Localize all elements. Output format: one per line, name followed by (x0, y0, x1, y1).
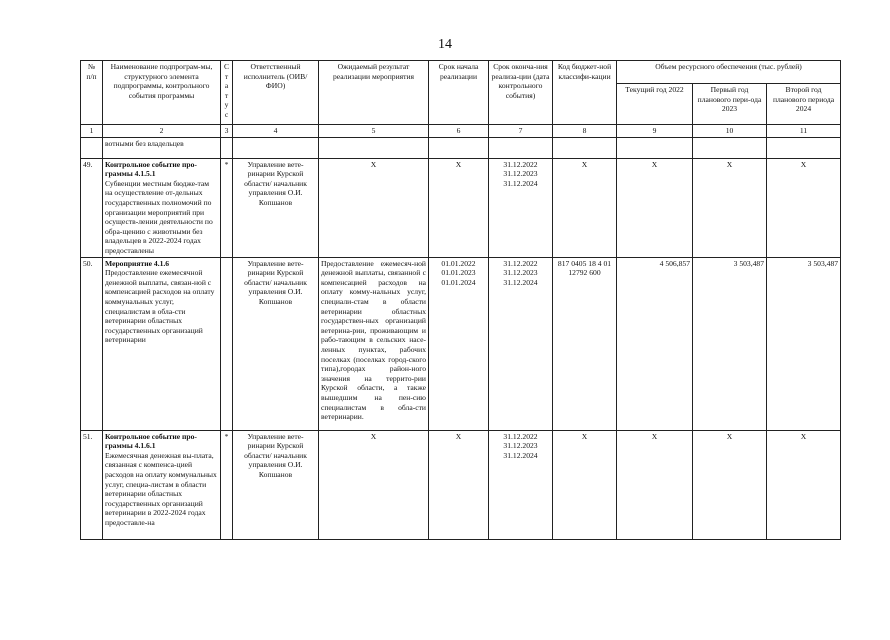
continuation-num (81, 137, 103, 158)
column-number: 5 (319, 125, 429, 138)
row-budget-code: 817 0405 18 4 01 12792 600 (553, 257, 617, 430)
row-name (103, 158, 221, 257)
row-status: * (221, 430, 233, 539)
column-number: 8 (553, 125, 617, 138)
row-status: * (221, 158, 233, 257)
row-start-line: Х (455, 431, 462, 441)
row-budget-code: Х (553, 430, 617, 539)
row-name-title: Контрольное событие про-граммы 4.1.6.1 (105, 431, 197, 451)
column-number: 6 (429, 125, 489, 138)
row-end-line: 31.12.2023 (503, 169, 538, 179)
row-end-line: 31.12.2022 (503, 159, 538, 169)
row-name-title: Контрольное событие про-граммы 4.1.5.1 (105, 159, 197, 179)
row-start-line: 01.01.2022 (441, 258, 476, 268)
row-name (103, 430, 221, 539)
row-end-line: 31.12.2022 (503, 431, 538, 441)
row-responsible: Управление вете-ринарии Курской области/ начальник управления О.И. Копшанов (233, 430, 319, 539)
header-first-year: Первый год планового пери-ода 2023 (693, 84, 767, 125)
row-end-line: 31.12.2023 (503, 268, 538, 278)
row-first-year: Х (693, 158, 767, 257)
row-end (489, 257, 553, 430)
program-table (80, 60, 841, 540)
row-second-year: Х (767, 158, 841, 257)
continuation-text: вотными без владельцев (103, 137, 221, 158)
continuation-start (429, 137, 489, 158)
row-number: 49. (81, 158, 103, 257)
column-number: 3 (221, 125, 233, 138)
row-first-year: Х (693, 430, 767, 539)
row-start-line: 01.01.2023 (441, 268, 476, 278)
row-start (429, 257, 489, 430)
column-number: 9 (617, 125, 693, 138)
row-name-title: Мероприятие 4.1.6 (105, 258, 170, 268)
header-status-letter: а (224, 81, 229, 91)
continuation-code (553, 137, 617, 158)
continuation-row (81, 137, 841, 158)
row-budget-code: Х (553, 158, 617, 257)
column-number: 10 (693, 125, 767, 138)
row-number: 50. (81, 257, 103, 430)
row-responsible: Управление вете-ринарии Курской области/ начальник управления О.И. Копшанов (233, 257, 319, 430)
table-row (81, 430, 841, 539)
header-status-letter: С (223, 62, 230, 71)
continuation-responsible (233, 137, 319, 158)
table-row (81, 257, 841, 430)
header-expected-result: Ожидаемый результат реализации мероприятия (319, 61, 429, 125)
row-first-year: 3 503,487 (693, 257, 767, 430)
column-number: 7 (489, 125, 553, 138)
row-end-line: 31.12.2022 (503, 258, 538, 268)
continuation-y3 (767, 137, 841, 158)
table-row (81, 158, 841, 257)
row-name (103, 257, 221, 430)
continuation-end (489, 137, 553, 158)
row-second-year: Х (767, 430, 841, 539)
row-end (489, 158, 553, 257)
row-end-line: 31.12.2024 (503, 178, 538, 188)
column-number: 2 (103, 125, 221, 138)
row-name-text: Предоставление ежемесячной денежной выплаты, связан-ной с компенсацией расходов на оплату коммунальных услуг, специалистам в обла-сти ветеринарии областных государственных организаций ветеринарии (105, 268, 215, 345)
continuation-status (221, 137, 233, 158)
row-current-year: 4 506,857 (617, 257, 693, 430)
row-expected-result: Х (319, 158, 429, 257)
row-second-year: 3 503,487 (767, 257, 841, 430)
continuation-result (319, 137, 429, 158)
header-status-letter: т (224, 90, 229, 100)
row-start-line: Х (455, 159, 462, 169)
header-num: № п/п (81, 61, 103, 125)
header-row-1 (81, 61, 841, 84)
header-status-letter: т (224, 71, 229, 81)
header-start: Срок начала реализации (429, 61, 489, 125)
column-number: 4 (233, 125, 319, 138)
header-status-letter: у (224, 100, 229, 110)
row-end-line: 31.12.2024 (503, 450, 538, 460)
header-end: Срок оконча-ния реализа-ции (дата контрольного события) (489, 61, 553, 125)
row-responsible: Управление вете-ринарии Курской области/ начальник управления О.И. Копшанов (233, 158, 319, 257)
row-current-year: Х (617, 430, 693, 539)
row-status (221, 257, 233, 430)
row-current-year: Х (617, 158, 693, 257)
column-numbers-row (81, 125, 841, 138)
row-end-line: 31.12.2023 (503, 441, 538, 451)
row-number: 51. (81, 430, 103, 539)
header-status (221, 61, 233, 125)
row-start (429, 158, 489, 257)
continuation-y2 (693, 137, 767, 158)
row-end (489, 430, 553, 539)
header-second-year: Второй год планового периода 2024 (767, 84, 841, 125)
row-expected-result: Х (319, 430, 429, 539)
header-budget-code: Код бюджет-ной классифи-кации (553, 61, 617, 125)
header-status-letter: с (224, 109, 229, 119)
page-number: 14 (438, 37, 452, 52)
header-current-year: Текущий год 2022 (617, 84, 693, 125)
column-number: 11 (767, 125, 841, 138)
row-expected-result: Предоставление ежемесяч-ной денежной выплаты, связанной с компенсацией расходов на оплату комму-нальных услуг, специали-стам в области ветеринарии областных государствен-ных организаций ветерина-рии, проживающим и рабо-тающим в сельских насе-ленных пунктах, рабочих поселках (поселках город-ского типа),городах район-ного значения на террито-рии Курской области, а также вышедшим на пен-сию специалистам в обла-сти ветеринарии. (319, 257, 429, 430)
column-number: 1 (81, 125, 103, 138)
header-responsible: Ответственный исполнитель (ОИВ/ФИО) (233, 61, 319, 125)
row-name-text: Ежемесячная денежная вы-плата, связанная с компенса-цией расходов на оплату коммунальных услуг, специа-листам в области ветеринарии областных государственных организаций ветеринарии в 2022-2024 годах предоставле-на (105, 450, 217, 527)
row-start (429, 430, 489, 539)
header-name: Наименование подпрограм-мы, структурного элемента подпрограммы, контрольного события программы (103, 61, 221, 125)
continuation-y1 (617, 137, 693, 158)
row-end-line: 31.12.2024 (503, 277, 538, 287)
row-start-line: 01.01.2024 (441, 277, 476, 287)
header-funding: Объем ресурсного обеспечения (тыс. рублей) (617, 61, 841, 84)
row-name-text: Субвенции местным бюдже-там на осуществление от-дельных государственных полномочий по организации мероприятий при осуществ-лении деятельности по обра-щению с животными без владельцев в 2022-2024 годах предоставлены (105, 178, 213, 255)
